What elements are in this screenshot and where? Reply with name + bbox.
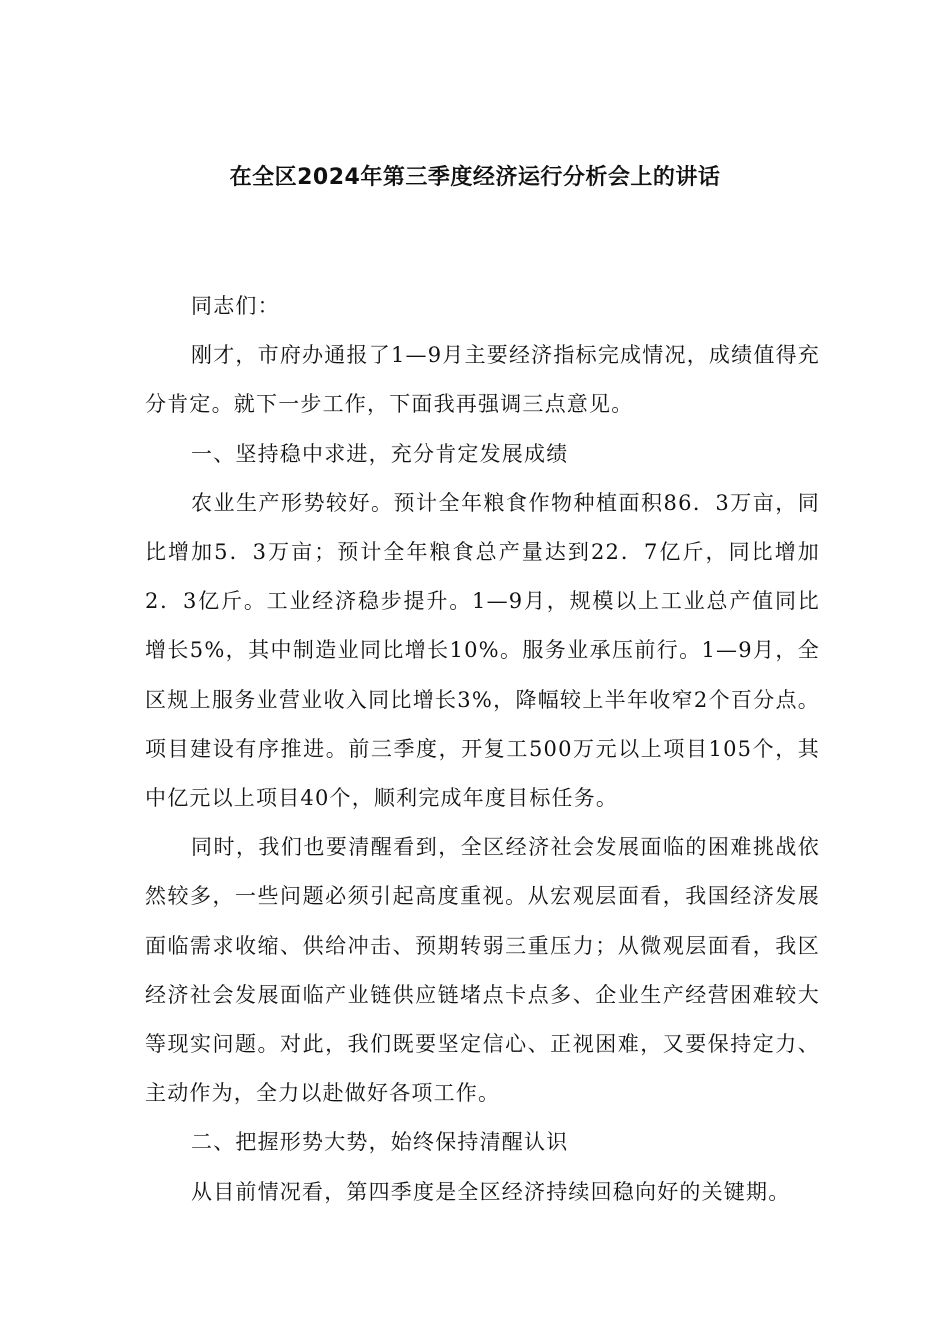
greeting-paragraph: 同志们： (191, 294, 280, 318)
intro-paragraph: 刚才，市府办通报了1—9月主要经济指标完成情况，成绩值得充分肯定。就下一步工作，下面我再强调三点意见。 (145, 343, 820, 417)
document-title: 在全区2024年第三季度经济运行分析会上的讲话 (229, 165, 721, 190)
section-heading-1: 一、坚持稳中求进，充分肯定发展成绩 (191, 441, 569, 466)
challenges-paragraph: 同时，我们也要清醒看到，全区经济社会发展面临的困难挑战依然较多，一些问题必须引起高度重视。从宏观层面看，我国经济发展面临需求收缩、供给冲击、预期转弱三重压力；从微观层面看，我区经济社会发展面临产业链供应链堵点卡点多、企业生产经营困难较大等现实问题。对此，我们既要坚定信心、正视困难，又要保持定力、主动作为，全力以赴做好各项工作。 (145, 835, 820, 1106)
section-heading-2: 二、把握形势大势，始终保持清醒认识 (191, 1130, 569, 1155)
document-body (145, 282, 820, 1217)
outlook-paragraph: 从目前情况看，第四季度是全区经济持续回稳向好的关键期。 (191, 1179, 791, 1204)
achievements-paragraph: 农业生产形势较好。预计全年粮食作物种植面积86．3万亩，同比增加5．3万亩；预计全年粮食总产量达到22．7亿斤，同比增加2．3亿斤。工业经济稳步提升。1—9月，规模以上工业总产值同比增长5%，其中制造业同比增长10%。服务业承压前行。1—9月，全区规上服务业营业收入同比增长3%，降幅较上半年收窄2个百分点。项目建设有序推进。前三季度，开复工500万元以上项目105个，其中亿元以上项目40个，顺利完成年度目标任务。 (145, 490, 821, 811)
